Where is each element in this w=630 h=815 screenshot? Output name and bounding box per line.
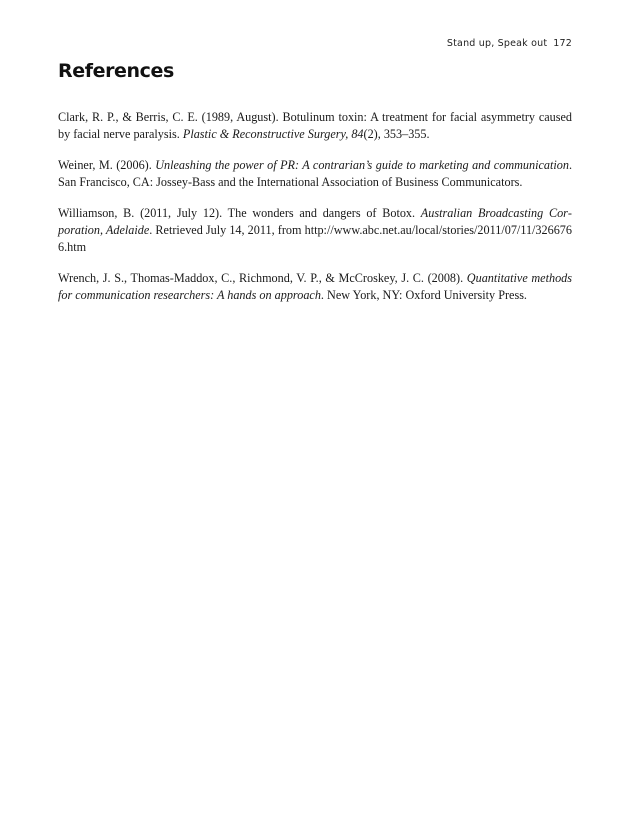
- reference-book-title: Unleashing the power of PR: A contrarian’s guide to marketing and communication: [155, 158, 569, 172]
- reference-publisher: . New York, NY: Oxford University Press.: [320, 288, 527, 302]
- section-title: References: [58, 60, 174, 82]
- running-header: [447, 38, 572, 49]
- reference-item-weiner: [58, 157, 572, 191]
- reference-list: [58, 109, 572, 318]
- page-number: 172: [553, 38, 572, 49]
- reference-authors-date: Weiner, M. (2006).: [58, 158, 156, 172]
- reference-source: Australian Broadcasting Corporation, Adelaide: [58, 206, 572, 237]
- reference-item-wrench: [58, 270, 572, 304]
- reference-authors-date: Wrench, J. S., Thomas-Maddox, C., Richmond, V. P., & McCroskey, J. C. (2008).: [58, 271, 467, 285]
- reference-issue-pages: (2), 353–355.: [363, 127, 430, 141]
- reference-url[interactable]: http://www.abc.net.au/local/stories/2011/07/11/3266766.htm: [58, 223, 572, 254]
- reference-title: The wonders and dangers of Botox.: [227, 206, 421, 220]
- reference-title: Botulinum toxin: A treatment for facial asymmetry caused by facial nerve paralysis.: [58, 110, 573, 141]
- reference-retrieved: . Retrieved July 14, 2011, from: [149, 223, 305, 237]
- reference-journal: Plastic & Reconstructive Surgery, 84: [182, 127, 364, 141]
- reference-item-williamson: [58, 205, 572, 256]
- running-title: Stand up, Speak out: [446, 38, 548, 49]
- reference-book-title: Quantitative methods for communication researchers: A hands on approach: [58, 271, 572, 302]
- reference-authors-date: Clark, R. P., & Berris, C. E. (1989, August).: [58, 110, 283, 124]
- reference-publisher: . San Francisco, CA: Jossey-Bass and the International Association of Business Communicators.: [58, 158, 572, 189]
- reference-authors-date: Williamson, B. (2011, July 12).: [58, 206, 228, 220]
- reference-item-clark: [58, 109, 572, 143]
